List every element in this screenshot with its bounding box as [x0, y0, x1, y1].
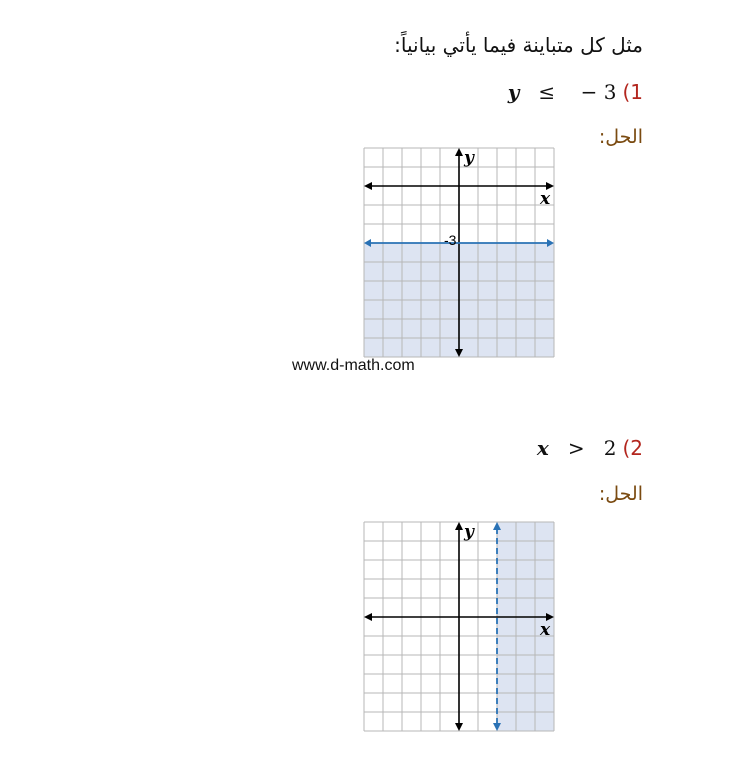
- x-axis-label: x: [540, 189, 551, 209]
- y-axis-arrow-top: [455, 522, 463, 530]
- problem-2-graph: [364, 522, 554, 734]
- graph-1-svg: [364, 148, 554, 360]
- problem-1-number: (1: [622, 80, 643, 104]
- y-axis-label: y: [464, 522, 474, 542]
- y-axis-arrow-top: [455, 148, 463, 156]
- problem-1-solution-label: الحل:: [598, 126, 643, 148]
- problem-1-variable: y: [507, 80, 520, 104]
- y-axis-label: y: [464, 148, 474, 168]
- x-axis-arrow-left: [364, 613, 372, 621]
- problem-2-statement: [537, 434, 643, 462]
- graph-2-svg: [364, 522, 554, 734]
- problem-2-number: (2: [622, 436, 643, 460]
- problem-2-expression: [537, 434, 617, 462]
- problem-1-value: − 3: [580, 80, 617, 104]
- instruction-text: مثل كل متباينة فيما يأتي بيانياً:: [394, 33, 643, 57]
- problem-2-operator: >: [567, 436, 585, 460]
- boundary-label: -3: [444, 232, 457, 248]
- x-axis-label: x: [540, 620, 551, 640]
- problem-1-statement: [508, 78, 643, 106]
- x-axis-arrow-left: [364, 182, 372, 190]
- problem-2-solution-label: الحل:: [598, 483, 643, 505]
- problem-2-value: 2: [603, 436, 617, 460]
- problem-1-operator: ≤: [538, 80, 556, 104]
- watermark-text: www.d-math.com: [292, 357, 415, 374]
- problem-1-expression: [508, 78, 617, 106]
- problem-1-graph: [364, 148, 554, 360]
- y-axis-arrow-bottom: [455, 723, 463, 731]
- problem-2-variable: x: [536, 436, 549, 460]
